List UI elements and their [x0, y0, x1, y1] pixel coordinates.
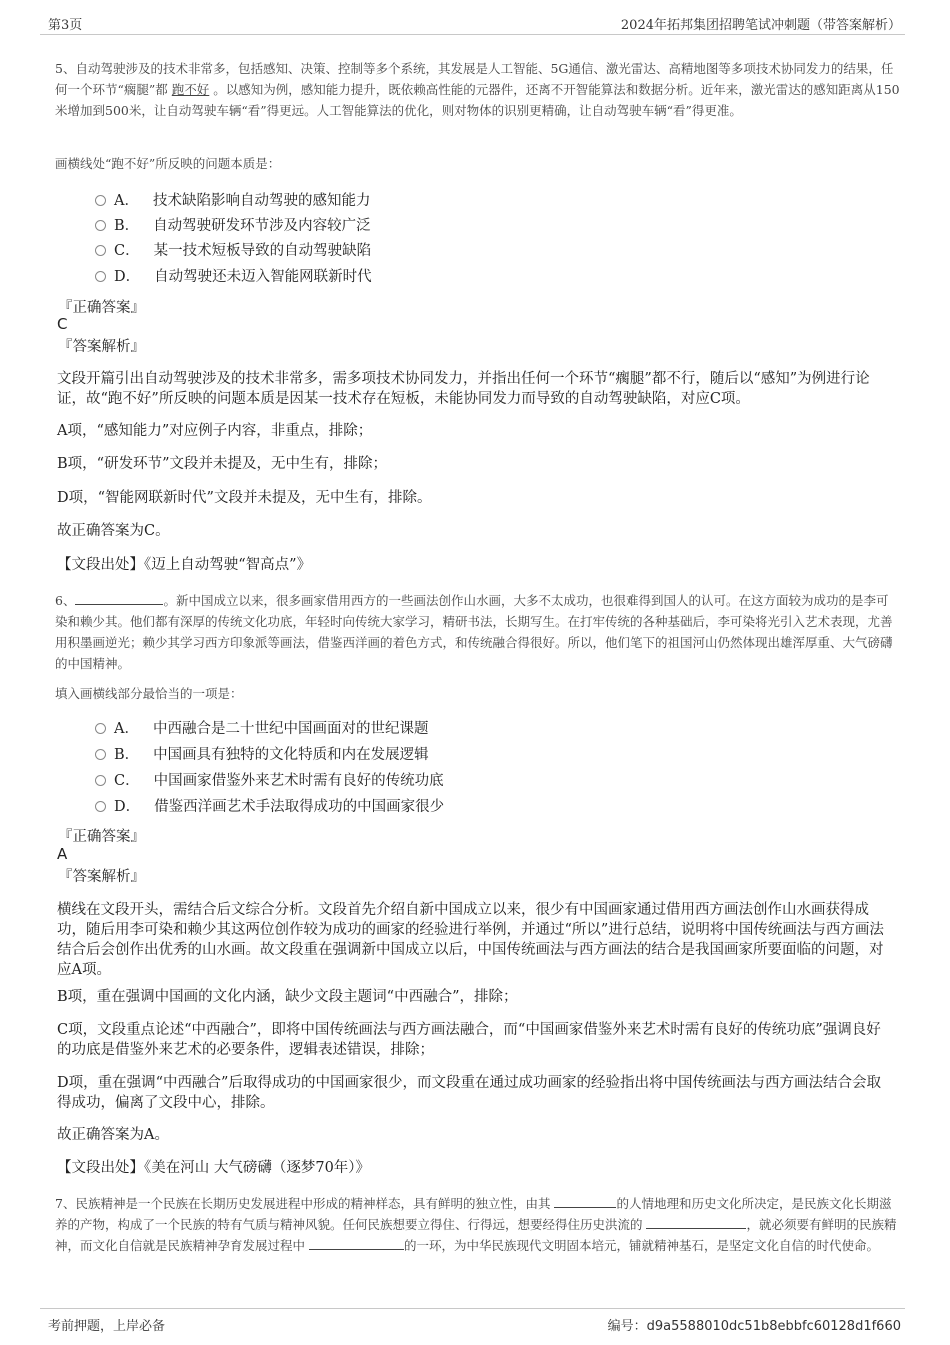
option-b[interactable]: B． 自动驾驶研发环节涉及内容较广泛 — [95, 214, 371, 238]
analysis-paragraph: C项，文段重点论述“中西融合”，即将中国传统画法与西方画法融合，而“中国画家借鉴外来艺术时需有良好的传统功底”强调良好的功底是借鉴外来艺术的必要条件，逻辑表述错误，排除； — [57, 1022, 881, 1058]
analysis-label: 『答案解析』 — [58, 869, 145, 885]
correct-answer-label: 『正确答案』 — [58, 829, 145, 845]
source-citation: 【文段出处】《迈上自动驾驶“智高点”》 — [57, 557, 312, 573]
radio-icon[interactable] — [95, 195, 106, 206]
answer-blank — [646, 1216, 746, 1229]
analysis-conclusion: 故正确答案为C。 — [57, 523, 170, 539]
answer-blank — [554, 1195, 616, 1208]
analysis-conclusion: 故正确答案为A。 — [57, 1127, 169, 1143]
answer-blank — [309, 1237, 404, 1250]
analysis-paragraph: D项，重在强调“中西融合”后取得成功的中国画家很少，而文段重在通过成功画家的经验指出将中国传统画法与西方画法结合会取得成功，偏离了文段中心，排除。 — [57, 1075, 881, 1111]
page-number: 第3页 — [48, 18, 83, 33]
option-a[interactable]: A． 技术缺陷影响自动驾驶的感知能力 — [95, 189, 370, 213]
question-5-text: 5、自动驾驶涉及的技术非常多，包括感知、决策、控制等多个系统，其发展是人工智能、5G通信、激光雷达、高精地图等多项技术协同发力的结果，任何一个环节“瘸腿”都 跑不好 。以感知为例，感知能力提升，既依赖高性能的元器件，还离不开智能算法和数据分析。近年来，激光雷达的感知距离从150米增加到500米，让自动驾驶车辆“看”得更远。人工智能算法的优化，则对物体的识别更精确，让自动驾驶车辆“看”得更准。 — [55, 61, 900, 118]
option-c[interactable]: C． 某一技术短板导致的自动驾驶缺陷 — [95, 239, 371, 263]
underlined-phrase: 跑不好 — [171, 82, 210, 97]
radio-icon[interactable] — [95, 271, 106, 282]
radio-icon[interactable] — [95, 220, 106, 231]
analysis-paragraph: A项，“感知能力”对应例子内容，非重点，排除； — [57, 423, 373, 439]
question-6-prompt: 填入画横线部分最恰当的一项是： — [55, 686, 243, 701]
question-6-text: 6、 。新中国成立以来，很多画家借用西方的一些画法创作山水画，大多不太成功，也很难得到国人的认可。在这方面较为成功的是李可染和赖少其。他们都有深厚的传统文化功底，年轻时向传统大家学习，精研书法，长期写生。在打牢传统的各种基础后，李可染将光引入艺术表现，尤善用积墨画逆光；赖少其学习西方印象派等画法，借鉴西洋画的着色方式，和传统融合得很好。所以，他们笔下的祖国河山仍然体现出雄浑厚重、大气磅礴的中国精神。 — [55, 593, 893, 671]
radio-icon[interactable] — [95, 723, 106, 734]
document-title: 2024年拓邦集团招聘笔试冲刺题（带答案解析） — [620, 18, 901, 33]
radio-icon[interactable] — [95, 749, 106, 760]
analysis-label: 『答案解析』 — [58, 339, 145, 355]
question-5-prompt: 画横线处“跑不好”所反映的问题本质是： — [55, 156, 281, 171]
radio-icon[interactable] — [95, 245, 106, 256]
analysis-paragraph: 横线在文段开头，需结合后文综合分析。文段首先介绍自新中国成立以来，很少有中国画家通过借用西方画法创作山水画获得成功，随后用李可染和赖少其这两位创作较为成功的画家的经验进行举例，并通过“所以”进行总结，说明将中国传统画法与西方画法结合后会创作出优秀的山水画。故文段重在强调新中国成立以后，中国传统画法与西方画法的结合是我国画家所要面临的问题，对应A项。 — [57, 902, 884, 978]
source-citation: 【文段出处】《美在河山 大气磅礴（逐梦70年）》 — [57, 1160, 371, 1176]
option-d[interactable]: D． 借鉴西洋画艺术手法取得成功的中国画家很少 — [95, 795, 444, 819]
correct-answer: C — [57, 315, 68, 333]
option-c[interactable]: C． 中国画家借鉴外来艺术时需有良好的传统功底 — [95, 769, 444, 793]
analysis-paragraph: 文段开篇引出自动驾驶涉及的技术非常多，需多项技术协同发力，并指出任何一个环节“瘸腿”都不行，随后以“感知”为例进行论证，故“跑不好”所反映的问题本质是因某一技术存在短板，未能协同发力而导致的自动驾驶缺陷，对应C项。 — [57, 371, 870, 407]
correct-answer: A — [57, 845, 68, 863]
option-b[interactable]: B． 中国画具有独特的文化特质和内在发展逻辑 — [95, 743, 429, 767]
page-header — [40, 12, 905, 35]
document-code: 编号：d9a5588010dc51b8ebbfc60128d1f660 — [607, 1319, 901, 1334]
analysis-paragraph: B项，“研发环节”文段并未提及，无中生有，排除； — [57, 456, 387, 472]
radio-icon[interactable] — [95, 775, 106, 786]
radio-icon[interactable] — [95, 801, 106, 812]
analysis-paragraph: D项，“智能网联新时代”文段并未提及，无中生有，排除。 — [57, 490, 432, 506]
option-d[interactable]: D． 自动驾驶还未迈入智能网联新时代 — [95, 265, 372, 289]
question-7-text: 7、民族精神是一个民族在长期历史发展进程中形成的精神样态，具有鲜明的独立性，由其 的人情地理和历史文化所决定，是民族文化长期滋养的产物，构成了一个民族的特有气质与精神风貌。任何民族想要立得住、行得远，想要经得住历史洪流的 ，就必须要有鲜明的民族精神，而文化自信就是民族精神孕育发展过程中 的一环，为中华民族现代文明固本培元，铺就精神基石，是坚定文化自信的时代使命。 — [55, 1196, 897, 1253]
answer-blank — [75, 592, 163, 605]
correct-answer-label: 『正确答案』 — [58, 300, 145, 316]
page-footer — [40, 1308, 905, 1337]
option-a[interactable]: A． 中西融合是二十世纪中国画面对的世纪课题 — [95, 717, 428, 741]
footer-slogan: 考前押题，上岸必备 — [48, 1319, 166, 1334]
analysis-paragraph: B项，重在强调中国画的文化内涵，缺少文段主题词“中西融合”，排除； — [57, 989, 518, 1005]
